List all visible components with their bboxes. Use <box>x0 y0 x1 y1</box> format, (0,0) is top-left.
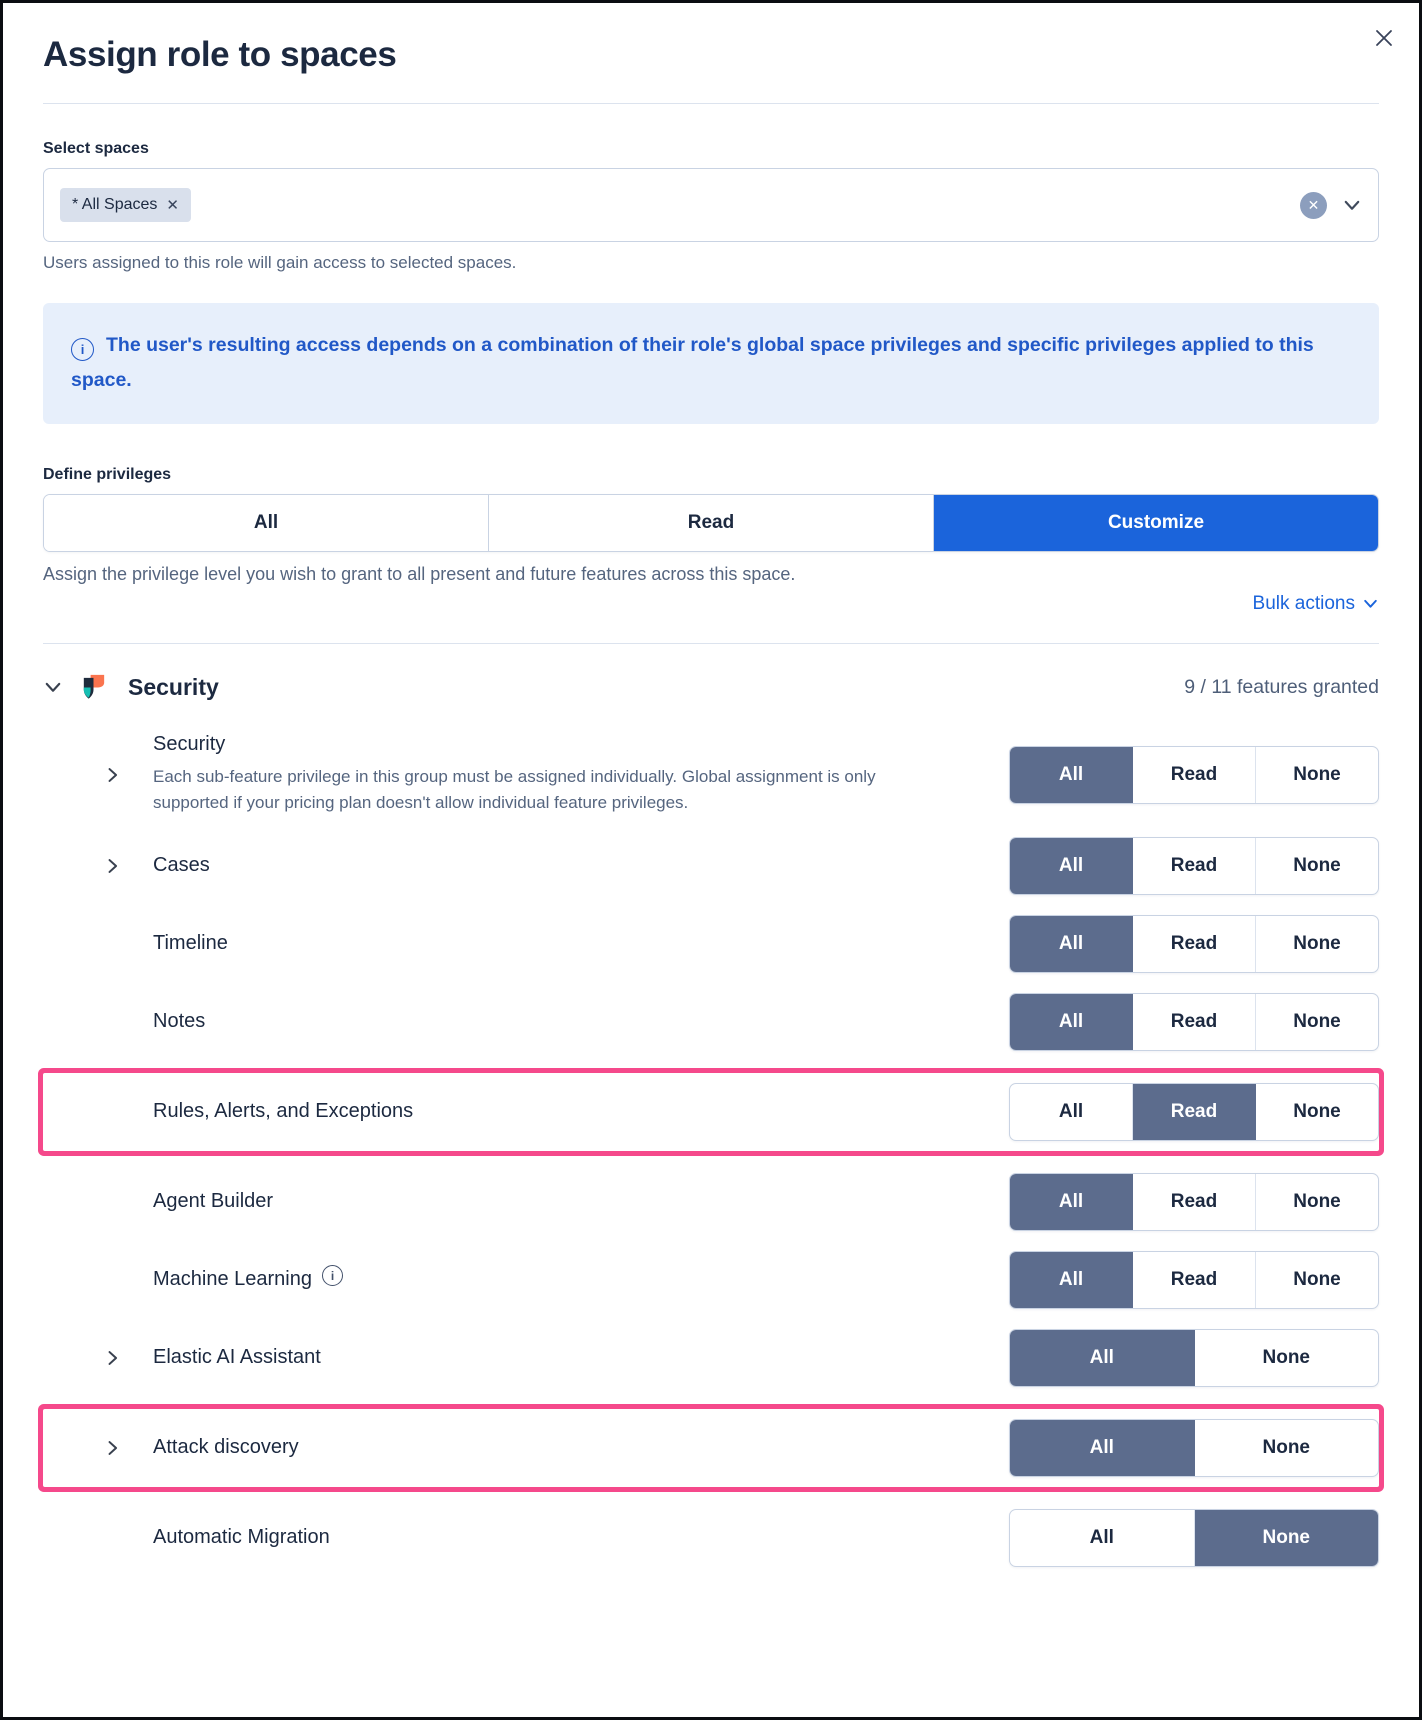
security-section-title: Security <box>128 673 219 700</box>
notes-all-button[interactable]: All <box>1010 994 1133 1050</box>
feature-label: Machine Learning <box>153 1268 312 1291</box>
feature-row-automatic-migration <box>43 1499 1379 1577</box>
automatic-migration-privilege-group <box>1009 1509 1379 1567</box>
elastic-ai-assistant-none-button[interactable]: None <box>1195 1330 1379 1386</box>
notes-read-button[interactable]: Read <box>1133 994 1256 1050</box>
elastic-ai-assistant-all-button[interactable]: All <box>1010 1330 1195 1386</box>
timeline-read-button[interactable]: Read <box>1133 916 1256 972</box>
feature-row-cases <box>43 827 1379 905</box>
machine-learning-all-button[interactable]: All <box>1010 1252 1133 1308</box>
page-title: Assign role to spaces <box>43 35 397 74</box>
modal-header <box>3 3 1419 104</box>
feature-label: Agent Builder <box>153 1190 274 1213</box>
rules-alerts-and-exceptions-none-button[interactable]: None <box>1256 1084 1378 1140</box>
privilege-all-tab[interactable]: All <box>44 495 489 551</box>
assign-privilege-help: Assign the privilege level you wish to grant to all present and future features across this space. <box>43 563 796 584</box>
agent-builder-privilege-group <box>1009 1173 1379 1231</box>
feature-label: Automatic Migration <box>153 1526 330 1549</box>
chevron-right-icon[interactable] <box>103 1438 122 1457</box>
close-icon[interactable] <box>1365 19 1403 57</box>
cases-read-button[interactable]: Read <box>1133 838 1256 894</box>
feature-label: Cases <box>153 854 210 877</box>
info-icon: i <box>71 338 94 361</box>
feature-row-notes <box>43 983 1379 1061</box>
rules-alerts-and-exceptions-read-button[interactable]: Read <box>1133 1084 1256 1140</box>
feature-description: Each sub-feature privilege in this group must be assigned individually. Global assignment is only supported if your pricing plan doesn't allow individual feature privileges. <box>153 766 876 813</box>
automatic-migration-all-button[interactable]: All <box>1010 1510 1195 1566</box>
tag-remove-icon[interactable]: ✕ <box>166 196 179 214</box>
agent-builder-read-button[interactable]: Read <box>1133 1174 1256 1230</box>
cases-none-button[interactable]: None <box>1256 838 1378 894</box>
feature-rows <box>43 723 1379 1577</box>
machine-learning-read-button[interactable]: Read <box>1133 1252 1256 1308</box>
attack-discovery-all-button[interactable]: All <box>1010 1420 1195 1476</box>
rules-alerts-and-exceptions-all-button[interactable]: All <box>1010 1084 1133 1140</box>
feature-row-security <box>43 723 1379 827</box>
privilege-customize-tab[interactable]: Customize <box>934 495 1378 551</box>
cases-all-button[interactable]: All <box>1010 838 1133 894</box>
chevron-down-icon[interactable] <box>1342 195 1362 215</box>
security-privilege-group <box>1009 746 1379 804</box>
selected-space-label: * All Spaces <box>72 196 158 213</box>
bulk-actions-link[interactable] <box>1253 593 1379 615</box>
security-read-button[interactable]: Read <box>1133 747 1256 803</box>
cases-privilege-group <box>1009 837 1379 895</box>
security-none-button[interactable]: None <box>1256 747 1378 803</box>
timeline-none-button[interactable]: None <box>1256 916 1378 972</box>
feature-row-machine-learning <box>43 1241 1379 1319</box>
feature-row-rules-alerts-and-exceptions <box>43 1073 1379 1151</box>
chevron-right-icon[interactable] <box>103 765 122 784</box>
features-granted-summary: 9 / 11 features granted <box>1184 675 1379 698</box>
shield-icon <box>78 672 109 703</box>
machine-learning-none-button[interactable]: None <box>1256 1252 1378 1308</box>
define-privileges-label: Define privileges <box>43 465 172 483</box>
header-divider <box>43 103 1379 104</box>
feature-row-agent-builder <box>43 1163 1379 1241</box>
automatic-migration-none-button[interactable]: None <box>1195 1510 1379 1566</box>
bulk-actions-label: Bulk actions <box>1252 592 1355 614</box>
feature-label: Attack discovery <box>153 1436 299 1459</box>
security-all-button[interactable]: All <box>1010 747 1133 803</box>
section-divider <box>43 643 1379 644</box>
selected-space-badge <box>60 188 191 222</box>
modal-body <box>3 104 1419 1577</box>
spaces-combobox[interactable] <box>43 168 1379 242</box>
feature-label: Timeline <box>153 932 228 955</box>
agent-builder-none-button[interactable]: None <box>1256 1174 1378 1230</box>
timeline-privilege-group <box>1009 915 1379 973</box>
notes-none-button[interactable]: None <box>1256 994 1378 1050</box>
timeline-all-button[interactable]: All <box>1010 916 1133 972</box>
security-section-header <box>43 672 1379 703</box>
privilege-read-tab[interactable]: Read <box>489 495 934 551</box>
rules-alerts-and-exceptions-privilege-group <box>1009 1083 1379 1141</box>
chevron-right-icon[interactable] <box>103 856 122 875</box>
machine-learning-privilege-group <box>1009 1251 1379 1309</box>
chevron-down-icon[interactable] <box>43 677 63 697</box>
callout-text: The user's resulting access depends on a combination of their role's global space privileges and specific privileges applied to this space. <box>71 334 1314 392</box>
agent-builder-all-button[interactable]: All <box>1010 1174 1133 1230</box>
attack-discovery-none-button[interactable]: None <box>1195 1420 1379 1476</box>
privilege-level-group <box>43 494 1379 552</box>
feature-label: Rules, Alerts, and Exceptions <box>153 1100 414 1123</box>
select-spaces-help: Users assigned to this role will gain access to selected spaces. <box>43 253 517 272</box>
chevron-right-icon[interactable] <box>103 1348 122 1367</box>
clear-icon[interactable]: ✕ <box>1300 192 1327 219</box>
feature-label: Security <box>153 732 226 755</box>
feature-row-elastic-ai-assistant <box>43 1319 1379 1397</box>
notes-privilege-group <box>1009 993 1379 1051</box>
access-info-callout <box>43 303 1379 424</box>
info-icon[interactable]: i <box>322 1265 343 1286</box>
feature-label: Elastic AI Assistant <box>153 1346 321 1369</box>
feature-row-timeline <box>43 905 1379 983</box>
feature-row-attack-discovery <box>43 1409 1379 1487</box>
attack-discovery-privilege-group <box>1009 1419 1379 1477</box>
feature-label: Notes <box>153 1010 206 1033</box>
select-spaces-label: Select spaces <box>43 140 149 157</box>
chevron-down-icon <box>1362 595 1379 612</box>
elastic-ai-assistant-privilege-group <box>1009 1329 1379 1387</box>
